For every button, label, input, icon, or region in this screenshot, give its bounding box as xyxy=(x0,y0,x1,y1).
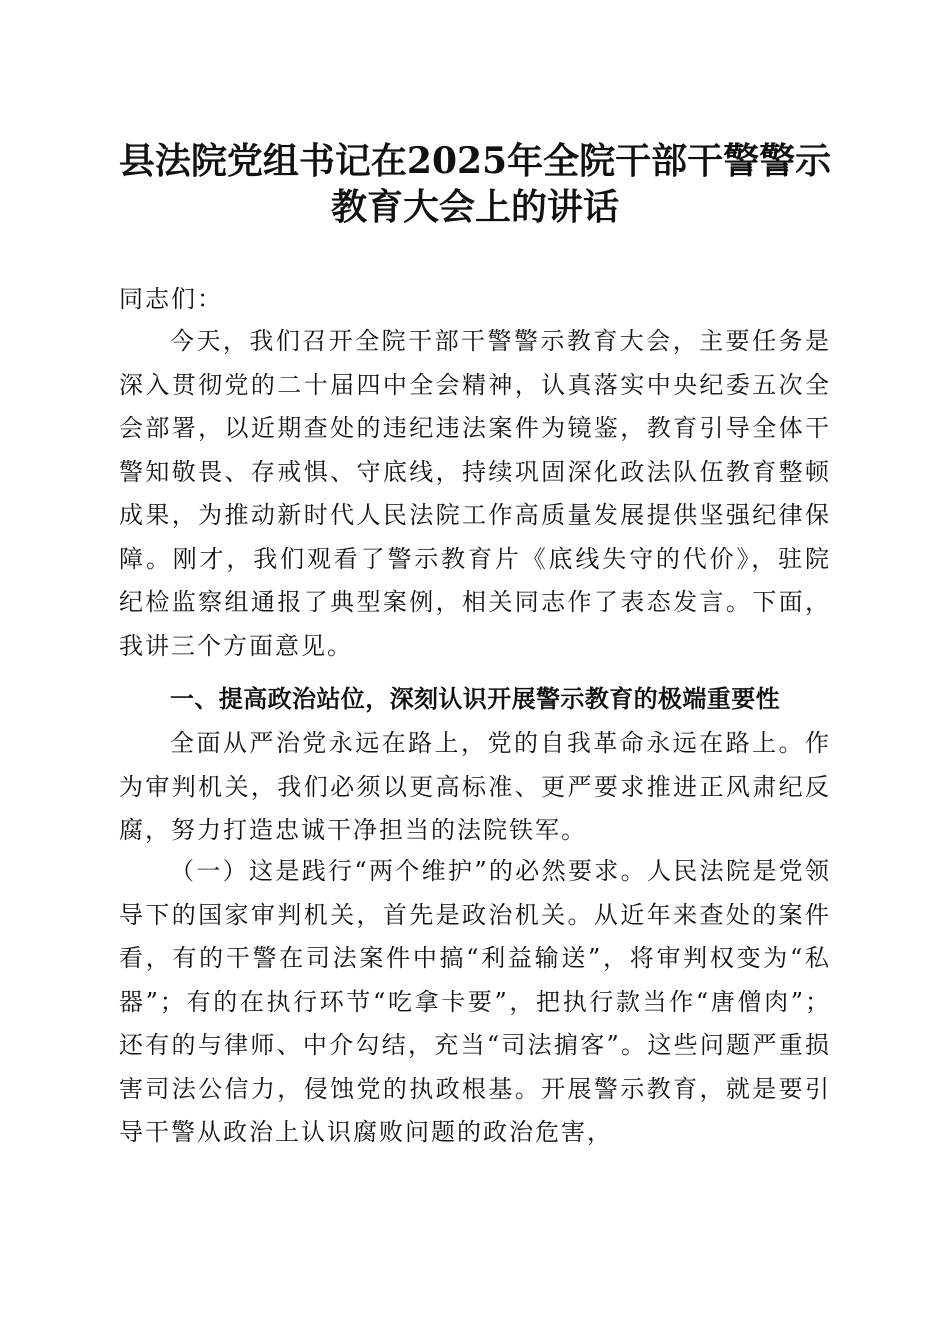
salutation: 同志们： xyxy=(119,285,223,313)
document-title-line2: 教育大会上的讲话 xyxy=(330,186,619,228)
section1-intro-paragraph: 全面从严治党永远在路上，党的自我革命永远在路上。作为审判机关，我们必须以更高标准、更严要求推进正风肃纪反腐，努力打造忠诚干净担当的法院铁军。 xyxy=(119,729,831,844)
document-title-line1: 县法院党组书记在2025年全院干部干警警示 xyxy=(118,140,832,182)
section1-subsection1-paragraph: （一）这是践行“两个维护”的必然要求。人民法院是党领导下的国家审判机关，首先是政治机关。从近年来查处的案件看，有的干警在司法案件中搞“利益输送”，将审判权变为“私器”；有的在执行环节“吃拿卡要”，把执行款当作“唐僧肉”；还有的与律师、中介勾结，充当“司法掮客”。这些问题严重损害司法公信力，侵蚀党的执政根基。开展警示教育，就是要引导干警从政治上认识腐败问题的政治危害， xyxy=(119,857,831,1146)
section-heading-1: 一、提高政治站位，深刻认识开展警示教育的极端重要性 xyxy=(170,685,780,713)
opening-paragraph: 今天，我们召开全院干部干警警示教育大会，主要任务是深入贯彻党的二十届四中全会精神，认真落实中央纪委五次全会部署，以近期查处的违纪违法案件为镜鉴，教育引导全体干警知敬畏、存戒惧、守底线，持续巩固深化政法队伍教育整顿成果，为推动新时代人民法院工作高质量发展提供坚强纪律保障。刚才，我们观看了警示教育片《底线失守的代价》，驻院纪检监察组通报了典型案例，相关同志作了表态发言。下面，我讲三个方面意见。 xyxy=(119,327,831,660)
